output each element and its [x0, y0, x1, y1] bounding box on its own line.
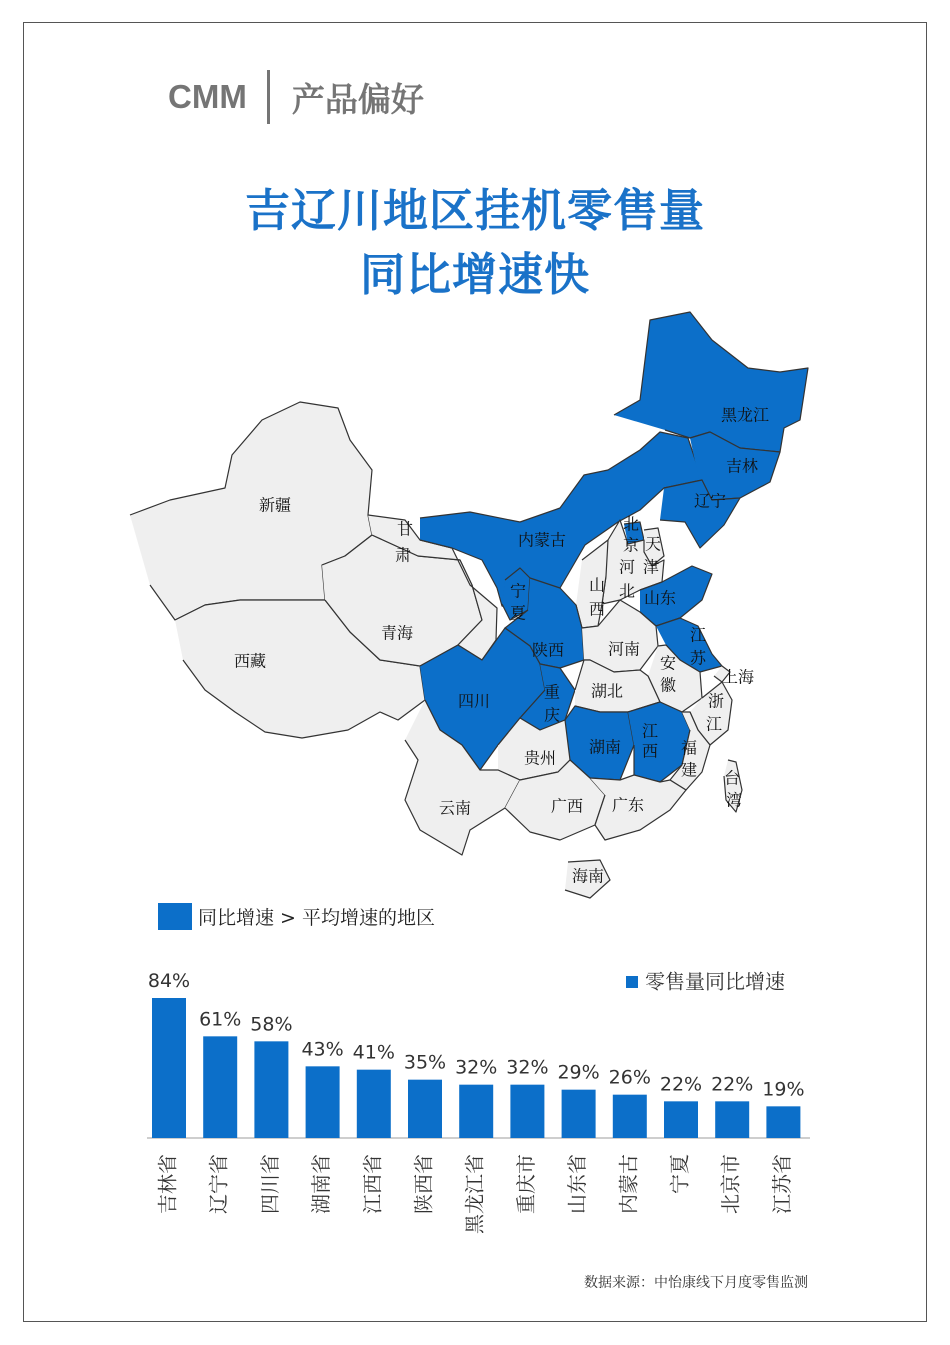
province-label: 京: [622, 535, 640, 555]
province-label: 夏: [509, 603, 527, 623]
province-label: 天: [644, 534, 662, 554]
province-label: 湖南: [588, 737, 622, 757]
bar-value-label: 29%: [557, 1061, 600, 1084]
category-tick-label: 黑龙江省: [462, 1154, 487, 1234]
headline-line-2: 同比增速快: [359, 248, 590, 301]
province-label: 河: [618, 557, 636, 577]
section-title: 产品偏好: [291, 79, 424, 119]
province-label: 陕西: [531, 640, 565, 660]
category-tick-label: 江苏省: [769, 1154, 794, 1214]
bar-江苏省: [766, 1106, 800, 1138]
province-label: 肃: [394, 545, 412, 565]
bar-value-label: 61%: [199, 1008, 242, 1031]
bar-value-label: 58%: [250, 1013, 293, 1036]
province-label: 重: [543, 682, 561, 702]
brand-logo-text: CMM: [168, 78, 247, 115]
province-label: 西藏: [233, 651, 267, 671]
bar-重庆市: [510, 1085, 544, 1138]
bar-吉林省: [152, 998, 186, 1138]
category-tick-label: 北京市: [718, 1154, 743, 1214]
province-label: 北: [618, 581, 636, 601]
province-label: 西: [588, 599, 606, 619]
province-label: 贵州: [523, 748, 557, 768]
province-label: 宁: [509, 581, 527, 601]
province-label: 徽: [659, 675, 677, 695]
category-tick-label: 江西省: [360, 1154, 385, 1214]
province-label: 上海: [721, 667, 755, 687]
category-tick-label: 吉林省: [155, 1154, 180, 1214]
bar-江西省: [357, 1070, 391, 1138]
bar-value-label: 32%: [506, 1056, 549, 1079]
province-label: 建: [680, 760, 698, 780]
category-tick-label: 陕西省: [411, 1154, 436, 1214]
bar-黑龙江省: [459, 1085, 493, 1138]
province-label: 云南: [438, 798, 472, 818]
province-label: 吉林: [725, 456, 759, 476]
bar-value-label: 32%: [455, 1056, 498, 1079]
bar-山东省: [562, 1090, 596, 1138]
bar-内蒙古: [613, 1095, 647, 1138]
province-label: 湖北: [590, 681, 624, 701]
bar-辽宁省: [203, 1036, 237, 1138]
province-label: 新疆: [258, 495, 292, 515]
province-label: 浙: [707, 691, 725, 711]
bar-value-label: 41%: [352, 1041, 395, 1064]
category-tick-label: 山东省: [565, 1154, 590, 1214]
bar-value-label: 22%: [711, 1073, 754, 1096]
category-tick-label: 辽宁省: [206, 1154, 231, 1214]
province-label: 甘: [396, 519, 414, 539]
province-label: 福: [680, 738, 698, 758]
data-source-note: 数据来源：中怡康线下月度零售监测: [584, 1275, 808, 1291]
province-label: 山东: [643, 588, 677, 608]
bar-value-label: 19%: [762, 1078, 805, 1101]
province-label: 河南: [607, 639, 641, 659]
category-tick-label: 重庆市: [513, 1154, 538, 1214]
bar-value-label: 84%: [147, 970, 191, 992]
province-label: 海南: [571, 866, 605, 886]
province-label: 庆: [543, 705, 561, 725]
province-label: 山: [588, 575, 606, 595]
province-label: 广西: [550, 796, 584, 816]
bar-湖南省: [306, 1066, 340, 1138]
chart-legend-label: 零售量同比增速: [645, 969, 785, 994]
province-label: 津: [642, 557, 660, 577]
province-label: 湾: [725, 790, 743, 810]
province-label: 内蒙古: [517, 530, 567, 550]
bar-宁夏: [664, 1101, 698, 1138]
province-label: 西: [641, 741, 659, 761]
bar-value-label: 26%: [608, 1066, 651, 1089]
province-label: 安: [659, 653, 677, 673]
headline-line-1: 吉辽川地区挂机零售量: [244, 184, 705, 237]
map-legend-label: 同比增速 > 平均增速的地区: [198, 907, 435, 929]
bar-value-label: 43%: [301, 1038, 344, 1061]
province-label: 北: [622, 514, 640, 534]
category-tick-label: 湖南省: [309, 1154, 334, 1214]
bar-北京市: [715, 1101, 749, 1138]
category-tick-label: 内蒙古: [616, 1154, 641, 1214]
province-label: 辽宁: [693, 491, 727, 511]
province-label: 广东: [611, 795, 645, 815]
bar-value-label: 22%: [659, 1073, 703, 1096]
province-label: 四川: [457, 691, 491, 711]
province-label: 青海: [380, 623, 414, 643]
province-label: 江: [641, 721, 659, 741]
province-label: 苏: [689, 648, 707, 668]
category-tick-label: 宁夏: [667, 1154, 692, 1194]
province-label: 黑龙江: [720, 405, 770, 425]
chart-legend-swatch: [626, 976, 638, 988]
bar-四川省: [254, 1041, 288, 1138]
bar-陕西省: [408, 1080, 442, 1138]
province-label: 台: [723, 768, 741, 788]
province-label: 江: [705, 714, 723, 734]
bar-value-label: 35%: [403, 1051, 447, 1074]
chart-body: [147, 970, 810, 1235]
province-label: 江: [689, 625, 707, 645]
category-tick-label: 四川省: [257, 1154, 282, 1214]
